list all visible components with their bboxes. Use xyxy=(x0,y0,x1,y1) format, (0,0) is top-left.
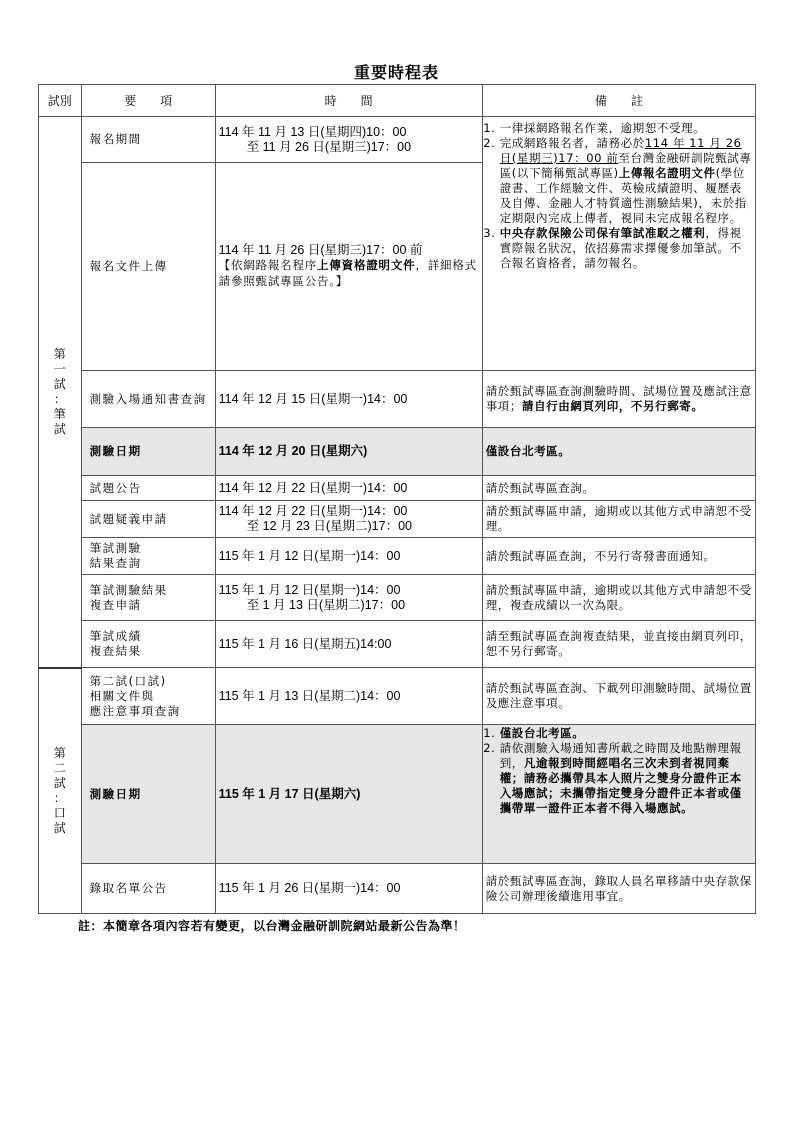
note-cell xyxy=(482,371,755,428)
table-row xyxy=(39,668,756,725)
item-cell xyxy=(81,538,215,575)
note-cell: 請於甄試專區查詢、下載列印測驗時間、試場位置及應注意事項。 xyxy=(482,668,755,725)
header-note: 備 註 xyxy=(482,85,755,117)
table-row-highlight xyxy=(39,428,756,476)
note-bold-text: 請自行由網頁列印，不另行郵寄。 xyxy=(522,399,704,413)
page-title: 重要時程表 xyxy=(353,63,439,82)
time-cell: 115 年 1 月 17 日(星期六) xyxy=(215,725,482,864)
section-label-char: 試 xyxy=(53,421,66,436)
section-label-char: 試 xyxy=(53,775,66,790)
item-cell: 測驗入場通知書查詢 xyxy=(81,371,215,428)
note-item xyxy=(500,226,752,271)
time-note: ，詳細格式請參照甄試專區公告。】 xyxy=(218,260,477,288)
note-bold-text: 凡逾報到時間經唱名三次未到者視同棄權；請務必攜帶具本人照片之雙身分證件正本入場應試；未攜帶指定雙身分證件正本者或僅攜帶單一證件正本者不得入場應試。 xyxy=(499,756,742,815)
item-cell xyxy=(81,575,215,621)
section-label-char: 二 xyxy=(53,760,66,775)
note-cell: 請於甄試專區申請，逾期或以其他方式申請恕不受理。 xyxy=(482,501,755,538)
item-cell: 測驗日期 xyxy=(81,725,215,864)
table-row xyxy=(39,501,756,538)
time-cell xyxy=(215,501,482,538)
table-row xyxy=(39,476,756,501)
note-text: 完成網路報名者，請務必於 xyxy=(499,136,645,150)
time-cell: 115 年 1 月 12 日(星期一)14：00 xyxy=(215,538,482,575)
time-line: 至 11 月 26 日(星期三)17：00 xyxy=(246,139,412,154)
item-cell: 試題疑義申請 xyxy=(81,501,215,538)
section-label-char: 筆 xyxy=(53,406,66,421)
item-cell xyxy=(81,668,215,725)
note-cell: 請於甄試專區查詢，不另行寄發書面通知。 xyxy=(482,538,755,575)
item-line: 應注意事項查詢 xyxy=(89,703,181,718)
item-cell: 報名期間 xyxy=(81,117,215,163)
time-cell: 115 年 1 月 26 日(星期一)14：00 xyxy=(215,864,482,914)
time-cell xyxy=(215,163,482,371)
note-cell: 請於甄試專區查詢，錄取人員名單移請中央存款保險公司辦理後續進用事宜。 xyxy=(482,864,755,914)
section-label-char: 試 xyxy=(53,376,66,391)
time-note-bold: 上傳資格證明文件 xyxy=(317,260,416,272)
time-cell: 115 年 1 月 16 日(星期五)14:00 xyxy=(215,621,482,668)
note-item xyxy=(500,726,752,741)
time-note: 【依網路報名程序 xyxy=(218,260,318,272)
note-text: (學位證書、工作經驗文件、英檢成績證明、履歷表及自傳、金融人才特質適性測驗結果)，未於指定期限內完成上傳者，視同未完成報名程序。 xyxy=(499,166,747,225)
note-item xyxy=(500,741,752,816)
note-item xyxy=(500,136,752,226)
deadline-text: 114 年 11 月 26 日(星期三)17：00 前 xyxy=(499,136,742,165)
section-label-char: ： xyxy=(53,790,66,805)
item-line: 複查結果 xyxy=(89,644,142,658)
note-text: ，得視實際報名狀況，依招募需求擇優參加筆試。不合報名資格者，請勿報名。 xyxy=(499,226,742,270)
note-text: 請於甄試專區查詢測驗時間、試場位置及應試注意事項； xyxy=(485,384,752,413)
time-cell: 114 年 12 月 20 日(星期六) xyxy=(215,428,482,476)
item-cell xyxy=(81,621,215,668)
header-category: 試別 xyxy=(39,85,82,117)
table-row xyxy=(39,117,756,163)
note-cell xyxy=(482,725,755,864)
time-cell: 115 年 1 月 13 日(星期二)14：00 xyxy=(215,668,482,725)
time-line: 114 年 12 月 22 日(星期一)14：00 xyxy=(218,504,408,518)
footnote: 註：本簡章各項內容若有變更，以台灣金融研訓院網站最新公告為準！ xyxy=(78,919,466,933)
note-cell: 請於甄試專區申請，逾期或以其他方式申請恕不受理，複查成績以一次為限。 xyxy=(482,575,755,621)
item-line: 複查申請 xyxy=(89,597,142,612)
section-label-written xyxy=(39,117,82,668)
note-bold-text: 中央存款保險公司保有筆試准駁之權利 xyxy=(499,226,706,240)
note-item xyxy=(500,121,752,136)
item-cell: 報名文件上傳 xyxy=(81,163,215,371)
table-row xyxy=(39,538,756,575)
note-text: 一律採網路報名作業，逾期恕不受理。 xyxy=(499,121,706,135)
table-row xyxy=(39,575,756,621)
table-row xyxy=(39,864,756,914)
note-text: 至台灣金融研訓院甄試專區(以下簡稱甄試專區) xyxy=(499,151,752,180)
note-cell: 僅設台北考區。 xyxy=(482,428,755,476)
header-time: 時 間 xyxy=(215,85,482,117)
schedule-table xyxy=(38,84,756,914)
section-label-oral xyxy=(39,668,82,914)
item-line: 筆試測驗結果 xyxy=(89,582,168,597)
item-line: 結果查詢 xyxy=(89,556,142,570)
item-cell: 錄取名單公告 xyxy=(81,864,215,914)
item-cell: 測驗日期 xyxy=(81,428,215,476)
section-label-char: 試 xyxy=(53,820,66,835)
item-line: 筆試測驗 xyxy=(89,541,142,555)
time-line: 114 年 11 月 13 日(星期四)10：00 xyxy=(218,124,407,139)
table-row xyxy=(39,621,756,668)
section-label-char: 口 xyxy=(53,805,66,820)
table-row-highlight xyxy=(39,725,756,864)
time-line: 114 年 11 月 26 日(星期三)17：00 前 xyxy=(218,243,423,257)
note-cell: 請至甄試專區查詢複查結果，並直接由網頁列印，恕不另行郵寄。 xyxy=(482,621,755,668)
header-row xyxy=(39,85,756,117)
time-cell xyxy=(215,575,482,621)
time-line: 至 1 月 13 日(星期二)17：00 xyxy=(246,597,406,612)
time-line: 115 年 1 月 12 日(星期一)14：00 xyxy=(218,582,401,597)
header-item: 要 項 xyxy=(81,85,215,117)
note-cell-registration xyxy=(482,117,755,371)
note-bold-text: 僅設台北考區。 xyxy=(499,726,585,740)
item-line: 筆試成績 xyxy=(89,629,142,643)
time-line: 至 12 月 23 日(星期二)17：00 xyxy=(246,519,412,533)
section-label-char: 第 xyxy=(53,745,66,760)
time-cell xyxy=(215,117,482,163)
note-text: 請依測驗入場通知書所載之時間及地點辦理報到， xyxy=(499,741,742,770)
table-row xyxy=(39,371,756,428)
note-cell: 請於甄試專區查詢。 xyxy=(482,476,755,501)
time-cell: 114 年 12 月 22 日(星期一)14：00 xyxy=(215,476,482,501)
section-label-char: 一 xyxy=(53,361,66,376)
section-label-char: 第 xyxy=(53,346,66,361)
item-cell: 試題公告 xyxy=(81,476,215,501)
item-line: 第二試(口試) xyxy=(89,673,167,688)
time-cell: 114 年 12 月 15 日(星期一)14：00 xyxy=(215,371,482,428)
section-label-char: ： xyxy=(53,391,66,406)
note-bold-text: 上傳報名證明文件 xyxy=(618,166,716,180)
item-line: 相關文件與 xyxy=(89,688,155,703)
